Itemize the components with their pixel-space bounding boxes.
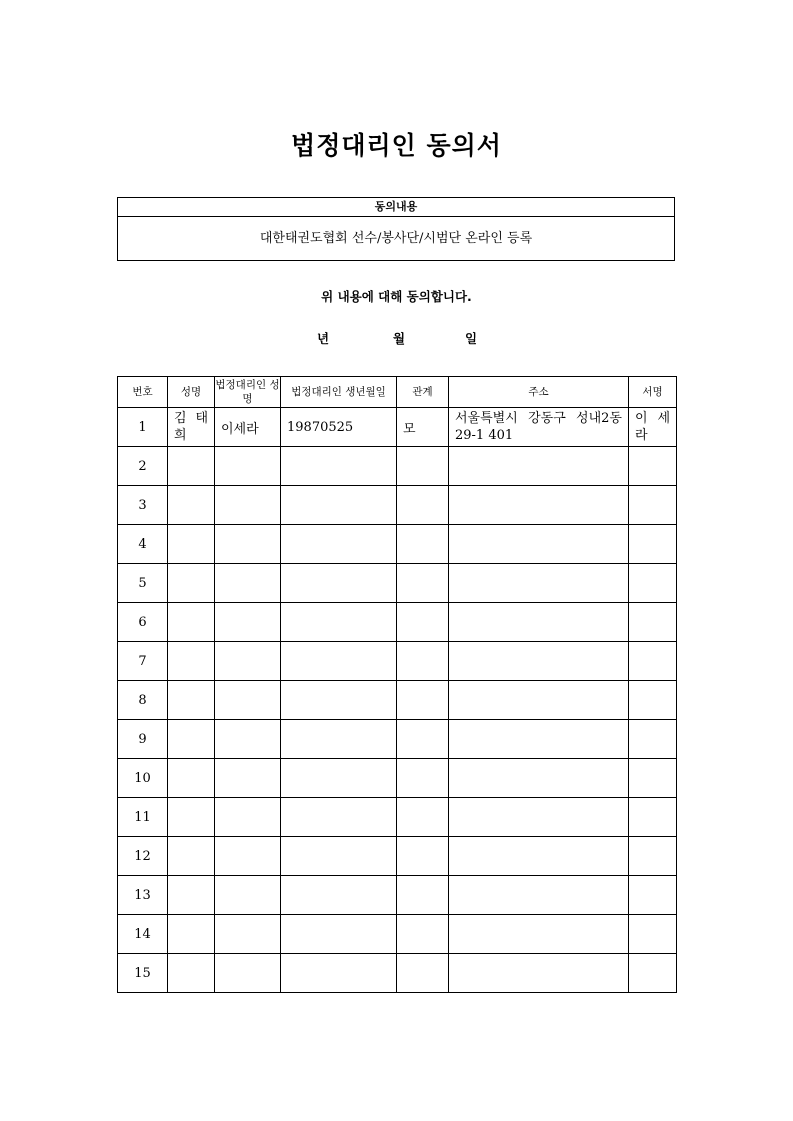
cell-guardian-birth — [281, 525, 397, 564]
cell-address — [449, 681, 629, 720]
cell-guardian-name — [215, 954, 281, 993]
table-row — [118, 642, 677, 681]
cell-relation — [397, 798, 449, 837]
cell-signature — [629, 798, 677, 837]
table-row — [118, 915, 677, 954]
cell-name — [168, 798, 215, 837]
cell-signature — [629, 837, 677, 876]
cell-name — [168, 447, 215, 486]
table-header-row — [118, 377, 677, 408]
cell-signature — [629, 720, 677, 759]
cell-relation — [397, 486, 449, 525]
cell-guardian-birth — [281, 681, 397, 720]
header-name: 성명 — [168, 377, 215, 408]
table-row — [118, 447, 677, 486]
cell-guardian-name — [215, 759, 281, 798]
cell-guardian-name — [215, 564, 281, 603]
cell-guardian-name: 이세라 — [215, 408, 281, 447]
cell-guardian-name — [215, 720, 281, 759]
row-number: 7 — [118, 642, 168, 681]
row-number: 11 — [118, 798, 168, 837]
cell-address — [449, 525, 629, 564]
cell-guardian-birth: 19870525 — [281, 408, 397, 447]
cell-relation — [397, 876, 449, 915]
cell-signature — [629, 564, 677, 603]
cell-address — [449, 720, 629, 759]
header-guardian-name: 법정대리인 성명 — [215, 377, 281, 408]
table-row — [118, 525, 677, 564]
row-number: 8 — [118, 681, 168, 720]
cell-address — [449, 798, 629, 837]
cell-guardian-name — [215, 837, 281, 876]
table-row — [118, 837, 677, 876]
row-number: 3 — [118, 486, 168, 525]
cell-relation — [397, 720, 449, 759]
cell-guardian-birth — [281, 915, 397, 954]
cell-signature — [629, 603, 677, 642]
cell-relation — [397, 564, 449, 603]
cell-guardian-name — [215, 603, 281, 642]
cell-address — [449, 603, 629, 642]
cell-address — [449, 642, 629, 681]
cell-address — [449, 876, 629, 915]
cell-name — [168, 486, 215, 525]
cell-name — [168, 720, 215, 759]
row-number: 13 — [118, 876, 168, 915]
cell-guardian-name — [215, 486, 281, 525]
cell-name: 김 태 희 — [168, 408, 215, 447]
cell-name — [168, 525, 215, 564]
cell-signature — [629, 525, 677, 564]
cell-address — [449, 915, 629, 954]
cell-guardian-name — [215, 447, 281, 486]
cell-name — [168, 759, 215, 798]
cell-address — [449, 837, 629, 876]
cell-signature — [629, 447, 677, 486]
cell-relation — [397, 642, 449, 681]
cell-address: 서울특별시 강동구 성내2동 29-1 401 — [449, 408, 629, 447]
header-guardian-birth: 법정대리인 생년월일 — [281, 377, 397, 408]
cell-relation — [397, 603, 449, 642]
cell-name — [168, 681, 215, 720]
cell-relation — [397, 954, 449, 993]
consent-content: 대한태권도협회 선수/봉사단/시범단 온라인 등록 — [259, 231, 533, 246]
cell-guardian-name — [215, 876, 281, 915]
row-number: 15 — [118, 954, 168, 993]
cell-address — [449, 486, 629, 525]
cell-signature: 이 세 라 — [629, 408, 677, 447]
header-address: 주소 — [449, 377, 629, 408]
document-title: 법정대리인 동의서 — [291, 131, 502, 160]
table-row — [118, 798, 677, 837]
cell-guardian-birth — [281, 447, 397, 486]
cell-signature — [629, 681, 677, 720]
header-signature: 서명 — [629, 377, 677, 408]
cell-name — [168, 837, 215, 876]
row-number: 14 — [118, 915, 168, 954]
cell-name — [168, 876, 215, 915]
date-day-label: 일 — [465, 331, 478, 346]
date-month-label: 월 — [393, 331, 406, 346]
cell-guardian-name — [215, 798, 281, 837]
row-number: 10 — [118, 759, 168, 798]
cell-guardian-birth — [281, 954, 397, 993]
agreement-statement: 위 내용에 대해 동의합니다. — [321, 289, 472, 304]
cell-signature — [629, 642, 677, 681]
cell-name — [168, 915, 215, 954]
cell-guardian-name — [215, 915, 281, 954]
row-number: 6 — [118, 603, 168, 642]
cell-guardian-birth — [281, 837, 397, 876]
cell-guardian-birth — [281, 642, 397, 681]
cell-name — [168, 603, 215, 642]
cell-address — [449, 759, 629, 798]
consent-box — [117, 197, 675, 261]
table-row — [118, 876, 677, 915]
cell-signature — [629, 915, 677, 954]
cell-relation — [397, 525, 449, 564]
cell-guardian-birth — [281, 603, 397, 642]
row-number: 9 — [118, 720, 168, 759]
cell-guardian-birth — [281, 798, 397, 837]
header-relation: 관계 — [397, 377, 449, 408]
row-number: 4 — [118, 525, 168, 564]
cell-relation: 모 — [397, 408, 449, 447]
row-number: 12 — [118, 837, 168, 876]
table-row — [118, 954, 677, 993]
cell-name — [168, 564, 215, 603]
consent-header: 동의내용 — [118, 198, 674, 217]
cell-address — [449, 954, 629, 993]
cell-signature — [629, 876, 677, 915]
cell-relation — [397, 681, 449, 720]
cell-guardian-birth — [281, 486, 397, 525]
cell-relation — [397, 759, 449, 798]
table-row — [118, 603, 677, 642]
table-row — [118, 681, 677, 720]
cell-address — [449, 564, 629, 603]
cell-name — [168, 954, 215, 993]
cell-relation — [397, 837, 449, 876]
row-number: 5 — [118, 564, 168, 603]
cell-relation — [397, 447, 449, 486]
cell-address — [449, 447, 629, 486]
cell-guardian-birth — [281, 759, 397, 798]
table-row — [118, 564, 677, 603]
cell-guardian-name — [215, 681, 281, 720]
cell-guardian-birth — [281, 876, 397, 915]
row-number: 2 — [118, 447, 168, 486]
cell-signature — [629, 759, 677, 798]
cell-guardian-birth — [281, 720, 397, 759]
table-row — [118, 486, 677, 525]
cell-guardian-name — [215, 642, 281, 681]
cell-relation — [397, 915, 449, 954]
header-number: 번호 — [118, 377, 168, 408]
table-row — [118, 408, 677, 447]
table-row — [118, 759, 677, 798]
cell-name — [168, 642, 215, 681]
row-number: 1 — [118, 408, 168, 447]
cell-guardian-name — [215, 525, 281, 564]
cell-guardian-birth — [281, 564, 397, 603]
date-year-label: 년 — [317, 331, 330, 346]
table-row — [118, 720, 677, 759]
cell-signature — [629, 954, 677, 993]
cell-signature — [629, 486, 677, 525]
signers-table — [117, 376, 677, 993]
